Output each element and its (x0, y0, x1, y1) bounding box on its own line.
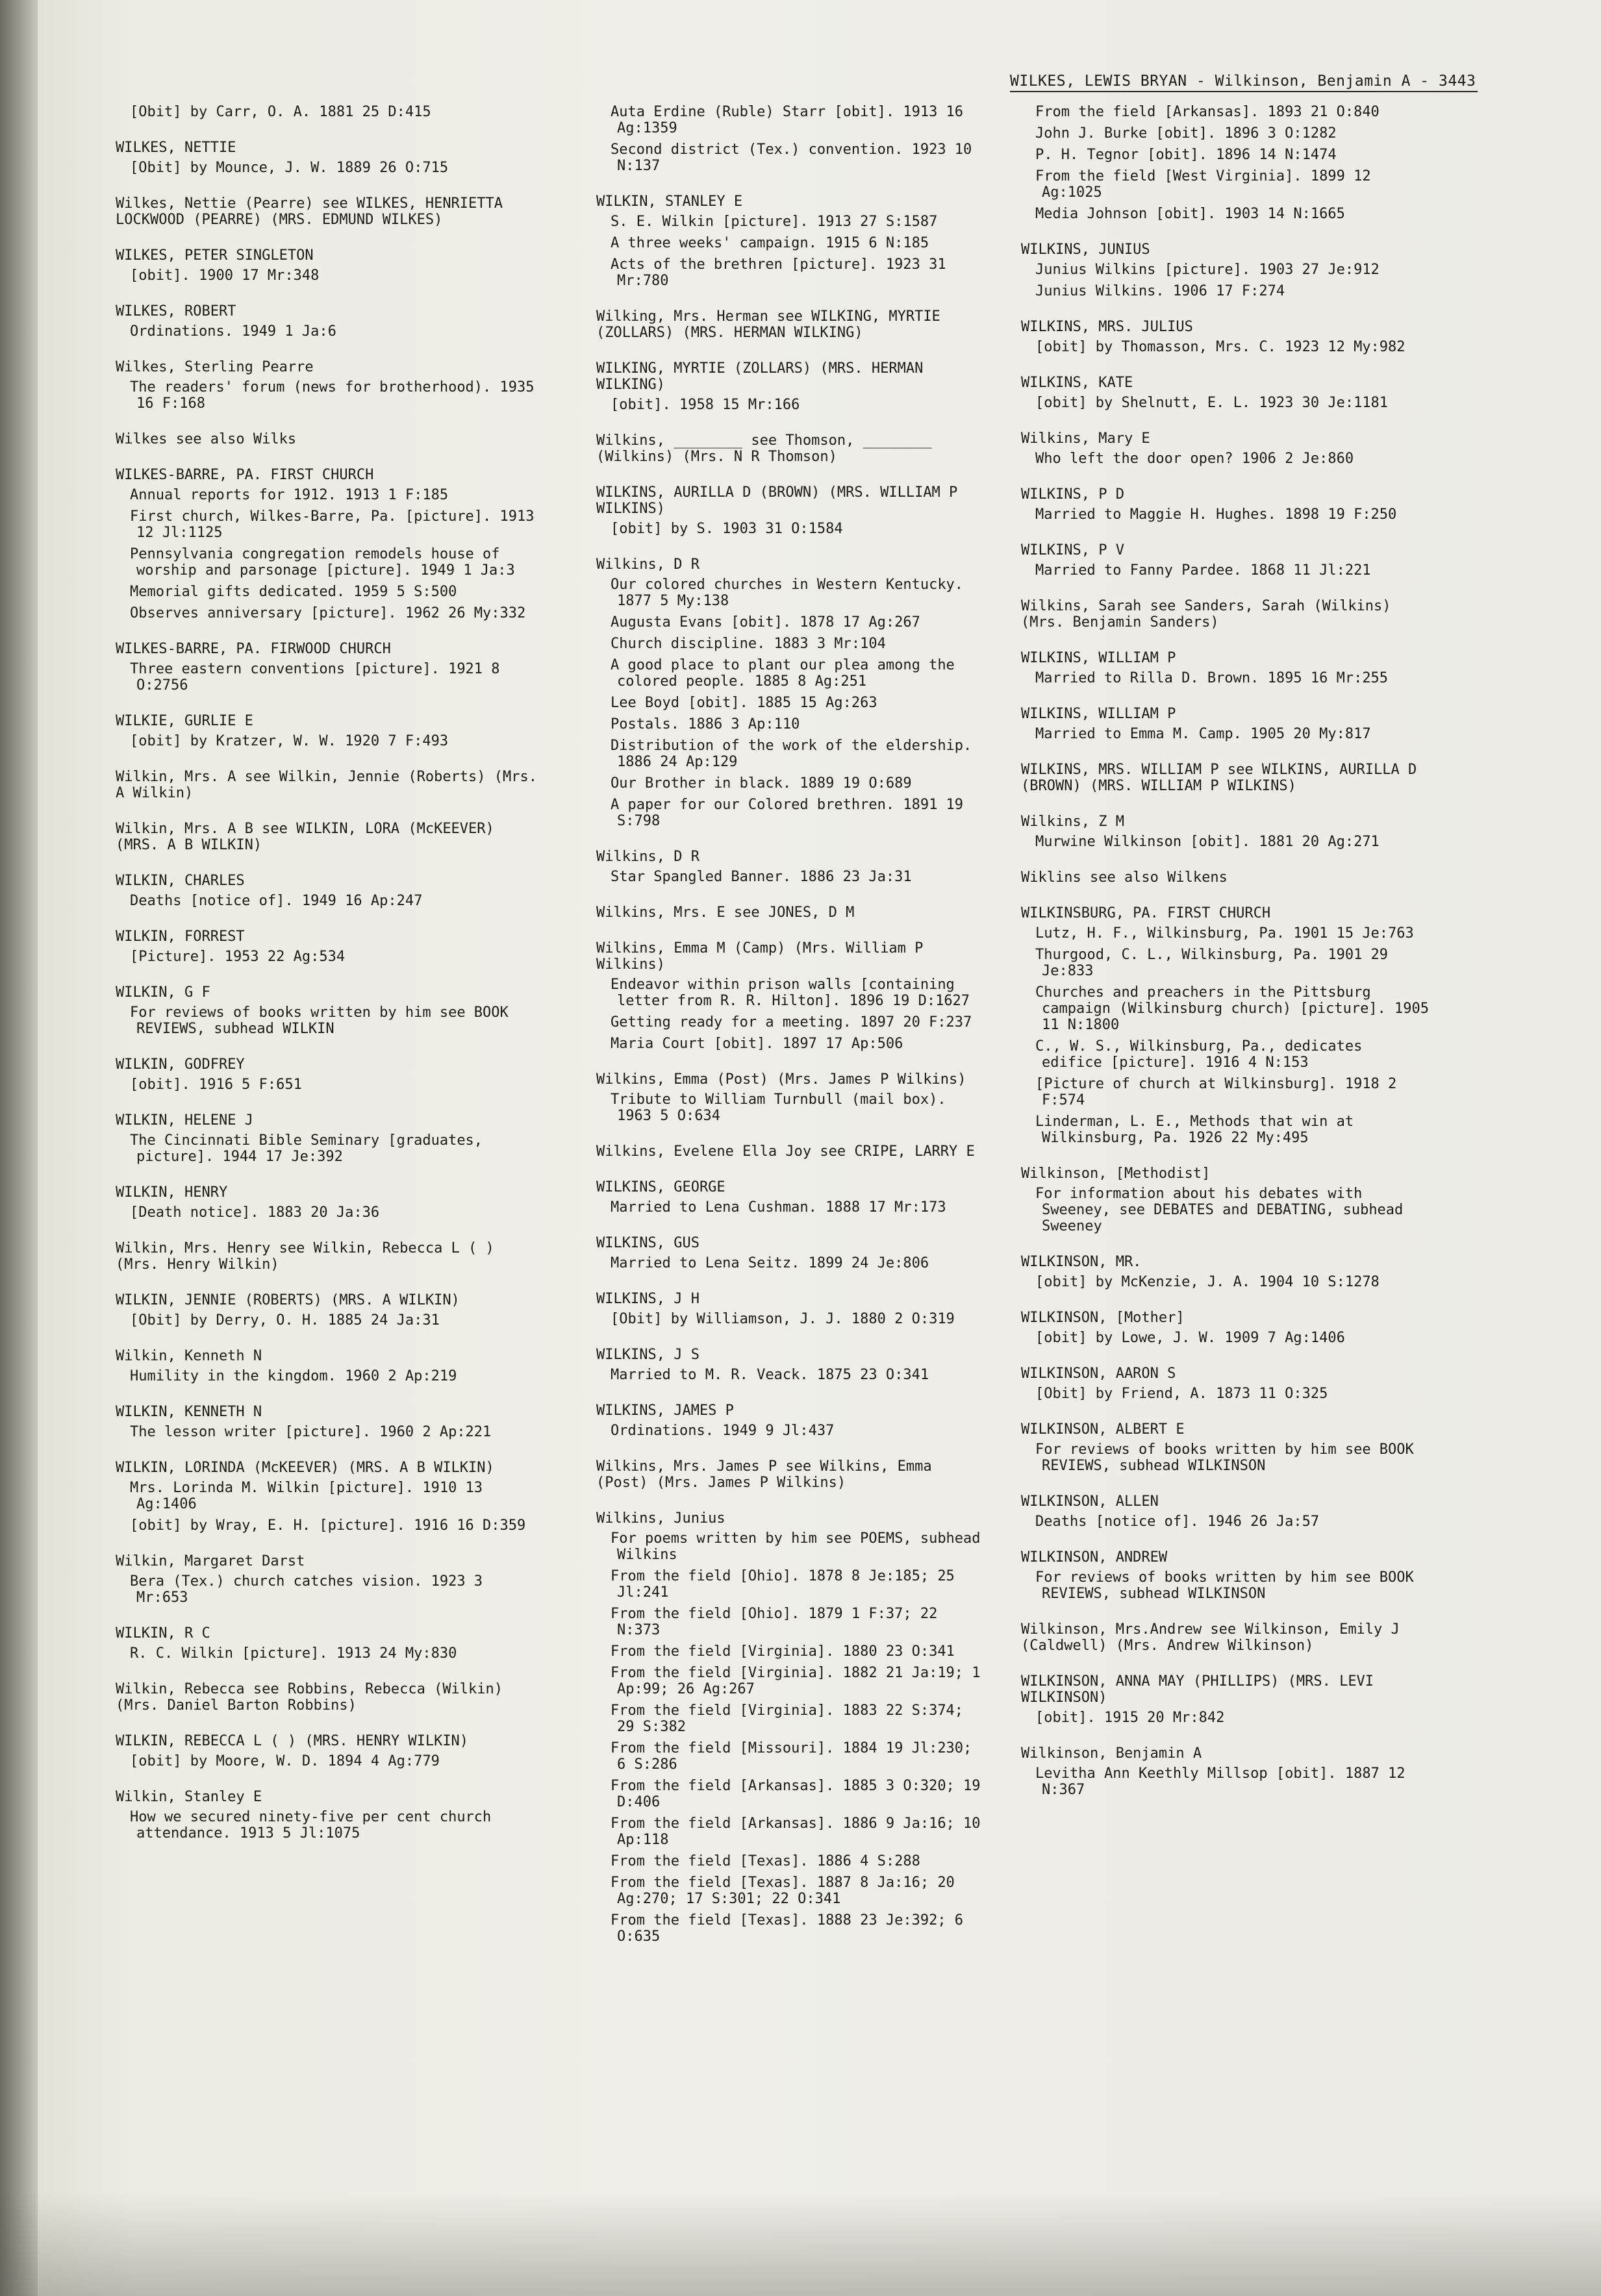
index-entry (596, 1347, 986, 1383)
entry-heading: Wilkins, D R (596, 556, 700, 573)
entry-citation: [obit] by S. 1903 31 O:1584 (611, 521, 843, 537)
entry-heading: Wilkes see also Wilks (116, 431, 297, 447)
index-column-3 (1021, 104, 1430, 1817)
entry-citation: The Cincinnati Bible Seminary [graduates, picture]. 1944 17 Je:392 (130, 1132, 483, 1165)
entry-citation: For reviews of books written by him see BOOK REVIEWS, subhead WILKINSON (1035, 1569, 1414, 1602)
entry-citation: [obit] by Moore, W. D. 1894 4 Ag:779 (130, 1753, 440, 1769)
index-entry (1021, 542, 1430, 579)
index-entry (116, 929, 538, 965)
entry-citation: [Death notice]. 1883 20 Ja:36 (130, 1204, 380, 1221)
entry-citation: Deaths [notice of]. 1949 16 Ap:247 (130, 893, 423, 909)
index-entry (116, 195, 538, 228)
entry-heading: WILKES, NETTIE (116, 140, 236, 156)
index-entry (1021, 598, 1430, 630)
entry-heading: Wilkin, Mrs. A B see WILKIN, LORA (McKEEVER) (MRS. A B WILKIN) (116, 821, 494, 853)
index-entry (1021, 375, 1430, 411)
entry-citation: [Obit] by Carr, O. A. 1881 25 D:415 (130, 104, 431, 120)
entry-heading: WILKES-BARRE, PA. FIRWOOD CHURCH (116, 641, 391, 657)
entry-heading: WILKINS, GUS (596, 1235, 700, 1251)
entry-heading: Wilkins, Mrs. James P see Wilkins, Emma (Post) (Mrs. James P Wilkins) (596, 1458, 932, 1491)
index-entry (1021, 762, 1430, 794)
entry-citation: How we secured ninety-five per cent church attendance. 1913 5 Jl:1075 (130, 1809, 492, 1841)
entry-heading: WILKES, PETER SINGLETON (116, 247, 314, 264)
entry-citation: From the field [Texas]. 1886 4 S:288 (611, 1853, 920, 1869)
index-column-1 (116, 104, 538, 1861)
entry-heading: WILKIN, REBECCA L ( ) (MRS. HENRY WILKIN) (116, 1733, 469, 1749)
entry-heading: Wilkins, Mary E (1021, 430, 1150, 447)
entry-citation: [obit] by McKenzie, J. A. 1904 10 S:1278 (1035, 1274, 1380, 1290)
index-entry (116, 1056, 538, 1093)
index-entry (596, 1291, 986, 1327)
index-entry (596, 556, 986, 829)
index-entry (116, 1292, 538, 1329)
entry-heading: WILKIN, CHARLES (116, 873, 245, 889)
index-entry (596, 360, 986, 413)
entry-citation: For reviews of books written by him see BOOK REVIEWS, subhead WILKIN (130, 1004, 509, 1037)
index-entry (116, 303, 538, 340)
entry-citation: Ordinations. 1949 1 Ja:6 (130, 323, 336, 340)
entry-citation: John J. Burke [obit]. 1896 3 O:1282 (1035, 125, 1337, 142)
index-entry (1021, 242, 1430, 299)
entry-heading: Wilkinson, Benjamin A (1021, 1745, 1202, 1762)
index-entry (596, 104, 986, 174)
index-entry (116, 140, 538, 176)
entry-citation: Endeavor within prison walls [containing letter from R. R. Hilton]. 1896 19 D:1627 (611, 977, 970, 1009)
entry-citation: C., W. S., Wilkinsburg, Pa., dedicates edifice [picture]. 1916 4 N:153 (1035, 1038, 1363, 1071)
entry-heading: WILKINSBURG, PA. FIRST CHURCH (1021, 905, 1271, 921)
entry-heading: WILKINSON, ANNA MAY (PHILLIPS) (MRS. LEVI WILKINSON) (1021, 1673, 1374, 1706)
entry-heading: WILKES, ROBERT (116, 303, 236, 319)
entry-citation: Thurgood, C. L., Wilkinsburg, Pa. 1901 29 Je:833 (1035, 947, 1389, 979)
entry-citation: Our colored churches in Western Kentucky. 1877 5 My:138 (611, 577, 964, 609)
page-bottom-shadow (0, 2192, 1601, 2296)
index-entry (116, 1625, 538, 1662)
entry-heading: WILKINS, GEORGE (596, 1179, 725, 1195)
entry-heading: WILKIN, GODFREY (116, 1056, 245, 1073)
entry-heading: Wiklins see also Wilkens (1021, 869, 1228, 886)
entry-citation: Media Johnson [obit]. 1903 14 N:1665 (1035, 206, 1345, 222)
index-entry (1021, 1549, 1430, 1602)
entry-citation: Married to M. R. Veack. 1875 23 O:341 (611, 1367, 929, 1383)
index-entry (1021, 1493, 1430, 1530)
index-entry (596, 905, 986, 921)
index-entry (116, 1404, 538, 1440)
entry-heading: Wilkins, Emma M (Camp) (Mrs. William P Wilkins) (596, 940, 924, 973)
entry-citation: Linderman, L. E., Methods that win at Wilkinsburg, Pa. 1926 22 My:495 (1035, 1114, 1354, 1146)
entry-citation: Maria Court [obit]. 1897 17 Ap:506 (611, 1036, 903, 1052)
index-entry (116, 641, 538, 693)
index-entry (116, 1789, 538, 1841)
entry-citation: Annual reports for 1912. 1913 1 F:185 (130, 487, 449, 503)
entry-citation: Married to Lena Seitz. 1899 24 Je:806 (611, 1255, 929, 1271)
running-head: WILKES, LEWIS BRYAN - Wilkinson, Benjamin A - 3443 (1010, 73, 1478, 92)
entry-citation: From the field [Arkansas]. 1893 21 O:840 (1035, 104, 1380, 120)
entry-citation: For information about his debates with Sweeney, see DEBATES and DEBATING, subhead Sweeney (1035, 1186, 1404, 1234)
entry-heading: WILKINS, MRS. JULIUS (1021, 319, 1193, 335)
index-entry (116, 104, 538, 120)
index-entry (596, 1143, 986, 1160)
entry-citation: P. H. Tegnor [obit]. 1896 14 N:1474 (1035, 147, 1337, 163)
index-entry (1021, 706, 1430, 742)
entry-citation: From the field [Virginia]. 1882 21 Ja:19; 1 Ap:99; 26 Ag:267 (611, 1665, 981, 1697)
entry-citation: Bera (Tex.) church catches vision. 1923 3 Mr:653 (130, 1573, 483, 1606)
index-entry (116, 247, 538, 284)
entry-citation: Memorial gifts dedicated. 1959 5 S:500 (130, 584, 457, 600)
index-entry (1021, 430, 1430, 467)
entry-citation: From the field [Texas]. 1888 23 Je:392; 6 O:635 (611, 1912, 964, 1945)
entry-heading: Wilkin, Mrs. A see Wilkin, Jennie (Roberts) (Mrs. A Wilkin) (116, 769, 538, 801)
index-entry (116, 1460, 538, 1534)
entry-heading: WILKES-BARRE, PA. FIRST CHURCH (116, 467, 374, 483)
entry-citation: Pennsylvania congregation remodels house of worship and parsonage [picture]. 1949 1 Ja:3 (130, 546, 515, 579)
entry-citation: Star Spangled Banner. 1886 23 Ja:31 (611, 869, 912, 885)
entry-heading: Wilking, Mrs. Herman see WILKING, MYRTIE (ZOLLARS) (MRS. HERMAN WILKING) (596, 308, 940, 341)
entry-citation: [obit] by Kratzer, W. W. 1920 7 F:493 (130, 733, 449, 749)
entry-citation: [obit]. 1958 15 Mr:166 (611, 397, 800, 413)
index-entry (116, 1348, 538, 1384)
entry-heading: Wilkins, Emma (Post) (Mrs. James P Wilkins) (596, 1071, 966, 1088)
entry-heading: Wilkin, Rebecca see Robbins, Rebecca (Wilkin) (Mrs. Daniel Barton Robbins) (116, 1681, 503, 1714)
index-entry (596, 940, 986, 1052)
index-entry (116, 359, 538, 412)
entry-heading: WILKINS, J S (596, 1347, 700, 1363)
index-entry (1021, 104, 1430, 222)
entry-heading: WILKIN, HELENE J (116, 1112, 253, 1129)
entry-citation: Ordinations. 1949 9 Jl:437 (611, 1423, 835, 1439)
entry-citation: Married to Rilla D. Brown. 1895 16 Mr:255 (1035, 670, 1389, 686)
index-entry (116, 1553, 538, 1606)
entry-heading: WILKINSON, MR. (1021, 1254, 1142, 1270)
index-entry (596, 1235, 986, 1271)
entry-heading: WILKINS, MRS. WILLIAM P see WILKINS, AURILLA D (BROWN) (MRS. WILLIAM P WILKINS) (1021, 762, 1417, 794)
entry-heading: WILKING, MYRTIE (ZOLLARS) (MRS. HERMAN WILKING) (596, 360, 924, 393)
entry-heading: Wilkins, Evelene Ella Joy see CRIPE, LARRY E (596, 1143, 975, 1160)
book-spine (0, 0, 38, 2296)
entry-heading: Wilkin, Kenneth N (116, 1348, 262, 1364)
entry-heading: WILKINS, WILLIAM P (1021, 706, 1176, 722)
entry-heading: Wilkin, Stanley E (116, 1789, 262, 1805)
index-entry (596, 308, 986, 341)
index-entry (596, 1403, 986, 1439)
entry-citation: From the field [Missouri]. 1884 19 Jl:230; 6 S:286 (611, 1740, 972, 1773)
entry-citation: From the field [Virginia]. 1883 22 S:374; 29 S:382 (611, 1703, 964, 1735)
index-entry (116, 1733, 538, 1769)
index-entry (116, 984, 538, 1037)
index-entry (596, 1071, 986, 1124)
entry-heading: WILKINS, JAMES P (596, 1403, 734, 1419)
index-entry (1021, 1166, 1430, 1234)
index-entry (116, 769, 538, 801)
entry-heading: WILKINSON, ANDREW (1021, 1549, 1168, 1566)
index-entry (1021, 486, 1430, 523)
entry-citation: From the field [Ohio]. 1879 1 F:37; 22 N:373 (611, 1606, 938, 1638)
index-entry (596, 1458, 986, 1491)
entry-citation: Who left the door open? 1906 2 Je:860 (1035, 451, 1354, 467)
entry-citation: Our Brother in black. 1889 19 O:689 (611, 775, 912, 792)
entry-citation: Auta Erdine (Ruble) Starr [obit]. 1913 16 Ag:1359 (611, 104, 964, 136)
entry-citation: Lutz, H. F., Wilkinsburg, Pa. 1901 15 Je:763 (1035, 925, 1414, 942)
entry-citation: Deaths [notice of]. 1946 26 Ja:57 (1035, 1514, 1320, 1530)
entry-citation: [obit] by Lowe, J. W. 1909 7 Ag:1406 (1035, 1330, 1345, 1346)
entry-citation: The readers' forum (news for brotherhood). 1935 16 F:168 (130, 379, 535, 412)
entry-heading: WILKINS, J H (596, 1291, 700, 1307)
index-entry (596, 849, 986, 885)
entry-citation: R. C. Wilkin [picture]. 1913 24 My:830 (130, 1645, 457, 1662)
entry-citation: [Obit] by Williamson, J. J. 1880 2 O:319 (611, 1311, 955, 1327)
entry-citation: [Obit] by Derry, O. H. 1885 24 Ja:31 (130, 1312, 440, 1329)
entry-heading: Wilkins, Junius (596, 1510, 725, 1527)
entry-citation: S. E. Wilkin [picture]. 1913 27 S:1587 (611, 214, 938, 230)
entry-heading: WILKINSON, [Mother] (1021, 1310, 1185, 1326)
index-entry (596, 1179, 986, 1216)
entry-citation: A good place to plant our plea among the colored people. 1885 8 Ag:251 (611, 657, 955, 690)
entry-citation: From the field [Texas]. 1887 8 Ja:16; 20 Ag:270; 17 S:301; 22 O:341 (611, 1875, 955, 1907)
entry-citation: From the field [Arkansas]. 1885 3 O:320; 19 D:406 (611, 1778, 981, 1810)
entry-citation: Married to Lena Cushman. 1888 17 Mr:173 (611, 1199, 946, 1216)
entry-citation: [obit] by Wray, E. H. [picture]. 1916 16 D:359 (130, 1517, 526, 1534)
entry-citation: Levitha Ann Keethly Millsop [obit]. 1887 12 N:367 (1035, 1766, 1406, 1798)
index-entry (116, 713, 538, 749)
index-entry (1021, 1673, 1430, 1726)
entry-citation: Tribute to William Turnbull (mail box). 1963 5 O:634 (611, 1092, 946, 1124)
index-entry (1021, 1745, 1430, 1798)
entry-citation: Junius Wilkins. 1906 17 F:274 (1035, 283, 1285, 299)
entry-citation: [Picture]. 1953 22 Ag:534 (130, 949, 346, 965)
entry-citation: Married to Maggie H. Hughes. 1898 19 F:250 (1035, 506, 1397, 523)
entry-citation: Three eastern conventions [picture]. 1921 8 O:2756 (130, 661, 500, 693)
entry-citation: A three weeks' campaign. 1915 6 N:185 (611, 235, 929, 251)
index-entry (1021, 1366, 1430, 1402)
index-column-2 (596, 104, 986, 1964)
entry-heading: Wilkins, D R (596, 849, 700, 865)
entry-heading: Wilkinson, Mrs.Andrew see Wilkinson, Emily J (Caldwell) (Mrs. Andrew Wilkinson) (1021, 1621, 1400, 1654)
entry-heading: WILKINS, P V (1021, 542, 1124, 558)
index-entry (116, 873, 538, 909)
index-entry (596, 432, 986, 465)
entry-citation: Augusta Evans [obit]. 1878 17 Ag:267 (611, 614, 920, 630)
entry-citation: For poems written by him see POEMS, subhead Wilkins (611, 1530, 981, 1563)
entry-citation: [obit]. 1900 17 Mr:348 (130, 268, 320, 284)
index-entry (596, 193, 986, 289)
index-entry (1021, 1421, 1430, 1474)
entry-citation: Church discipline. 1883 3 Mr:104 (611, 636, 886, 652)
entry-citation: A paper for our Colored brethren. 1891 19 S:798 (611, 797, 964, 829)
entry-heading: Wilkins, ________ see Thomson, ________ (Wilkins) (Mrs. N R Thomson) (596, 432, 932, 465)
entry-citation: From the field [Ohio]. 1878 8 Je:185; 25 Jl:241 (611, 1568, 955, 1601)
index-entry (116, 1184, 538, 1221)
index-entry (1021, 1310, 1430, 1346)
entry-citation: Married to Fanny Pardee. 1868 11 Jl:221 (1035, 562, 1371, 579)
entry-citation: [obit]. 1915 20 Mr:842 (1035, 1710, 1225, 1726)
index-entry (1021, 1621, 1430, 1654)
entry-heading: Wilkins, Sarah see Sanders, Sarah (Wilkins) (Mrs. Benjamin Sanders) (1021, 598, 1391, 630)
index-entry (116, 467, 538, 621)
entry-heading: Wilkinson, [Methodist] (1021, 1166, 1211, 1182)
entry-citation: [Picture of church at Wilkinsburg]. 1918 2 F:574 (1035, 1076, 1397, 1108)
entry-citation: Second district (Tex.) convention. 1923 10 N:137 (611, 142, 972, 174)
entry-heading: WILKIN, G F (116, 984, 210, 1001)
entry-citation: Lee Boyd [obit]. 1885 15 Ag:263 (611, 695, 877, 711)
entry-heading: Wilkin, Margaret Darst (116, 1553, 305, 1569)
entry-heading: Wilkins, Mrs. E see JONES, D M (596, 905, 855, 921)
entry-heading: WILKIN, KENNETH N (116, 1404, 262, 1420)
index-entry (116, 821, 538, 853)
entry-citation: Acts of the brethren [picture]. 1923 31 Mr:780 (611, 256, 946, 289)
entry-citation: Postals. 1886 3 Ap:110 (611, 716, 800, 732)
entry-heading: Wilkes, Nettie (Pearre) see WILKES, HENRIETTA LOCKWOOD (PEARRE) (MRS. EDMUND WILKES) (116, 195, 503, 228)
entry-heading: Wilkin, Mrs. Henry see Wilkin, Rebecca L ( ) (Mrs. Henry Wilkin) (116, 1240, 494, 1273)
entry-citation: Churches and preachers in the Pittsburg campaign (Wilkinsburg church) [picture]. 1905 11 N:1800 (1035, 984, 1430, 1033)
entry-citation: Married to Emma M. Camp. 1905 20 My:817 (1035, 726, 1371, 742)
entry-citation: From the field [West Virginia]. 1899 12 Ag:1025 (1035, 168, 1371, 201)
index-entry (1021, 1254, 1430, 1290)
entry-citation: Mrs. Lorinda M. Wilkin [picture]. 1910 13 Ag:1406 (130, 1480, 483, 1512)
entry-heading: WILKIN, STANLEY E (596, 193, 743, 210)
entry-citation: Observes anniversary [picture]. 1962 26 My:332 (130, 605, 526, 621)
entry-heading: WILKINS, P D (1021, 486, 1124, 503)
entry-citation: From the field [Virginia]. 1880 23 O:341 (611, 1643, 955, 1660)
index-entry (116, 1112, 538, 1165)
entry-heading: WILKIN, HENRY (116, 1184, 228, 1201)
entry-heading: Wilkins, Z M (1021, 814, 1124, 830)
entry-heading: WILKINSON, AARON S (1021, 1366, 1176, 1382)
entry-citation: The lesson writer [picture]. 1960 2 Ap:221 (130, 1424, 492, 1440)
entry-citation: [Obit] by Mounce, J. W. 1889 26 O:715 (130, 160, 449, 176)
index-entry (596, 1510, 986, 1945)
index-entry (1021, 814, 1430, 850)
entry-heading: WILKIN, FORREST (116, 929, 245, 945)
entry-heading: WILKINS, WILLIAM P (1021, 650, 1176, 666)
index-entry (116, 1240, 538, 1273)
entry-citation: Getting ready for a meeting. 1897 20 F:237 (611, 1014, 972, 1030)
entry-citation: Humility in the kingdom. 1960 2 Ap:219 (130, 1368, 457, 1384)
entry-heading: WILKIE, GURLIE E (116, 713, 253, 729)
entry-heading: Wilkes, Sterling Pearre (116, 359, 314, 375)
entry-citation: Murwine Wilkinson [obit]. 1881 20 Ag:271 (1035, 834, 1380, 850)
entry-heading: WILKIN, JENNIE (ROBERTS) (MRS. A WILKIN) (116, 1292, 460, 1308)
entry-citation: For reviews of books written by him see BOOK REVIEWS, subhead WILKINSON (1035, 1441, 1414, 1474)
index-entry (1021, 869, 1430, 886)
entry-heading: WILKINSON, ALLEN (1021, 1493, 1159, 1510)
entry-citation: From the field [Arkansas]. 1886 9 Ja:16; 10 Ap:118 (611, 1816, 981, 1848)
entry-citation: [obit] by Shelnutt, E. L. 1923 30 Je:1181 (1035, 395, 1389, 411)
entry-citation: Junius Wilkins [picture]. 1903 27 Je:912 (1035, 262, 1380, 278)
index-entry (596, 484, 986, 537)
entry-citation: [Obit] by Friend, A. 1873 11 O:325 (1035, 1386, 1328, 1402)
entry-heading: WILKINS, AURILLA D (BROWN) (MRS. WILLIAM P WILKINS) (596, 484, 958, 517)
entry-heading: WILKINSON, ALBERT E (1021, 1421, 1185, 1438)
entry-citation: Distribution of the work of the eldership. 1886 24 Ap:129 (611, 738, 972, 770)
entry-heading: WILKINS, KATE (1021, 375, 1133, 391)
entry-citation: [obit]. 1916 5 F:651 (130, 1077, 302, 1093)
index-entry (1021, 650, 1430, 686)
index-entry (1021, 905, 1430, 1146)
entry-heading: WILKIN, R C (116, 1625, 210, 1641)
index-entry (116, 1681, 538, 1714)
entry-heading: WILKINS, JUNIUS (1021, 242, 1150, 258)
index-entry (1021, 319, 1430, 355)
entry-heading: WILKIN, LORINDA (McKEEVER) (MRS. A B WILKIN) (116, 1460, 494, 1476)
entry-citation: First church, Wilkes-Barre, Pa. [picture]. 1913 12 Jl:1125 (130, 508, 535, 541)
entry-citation: [obit] by Thomasson, Mrs. C. 1923 12 My:982 (1035, 339, 1406, 355)
index-entry (116, 431, 538, 447)
